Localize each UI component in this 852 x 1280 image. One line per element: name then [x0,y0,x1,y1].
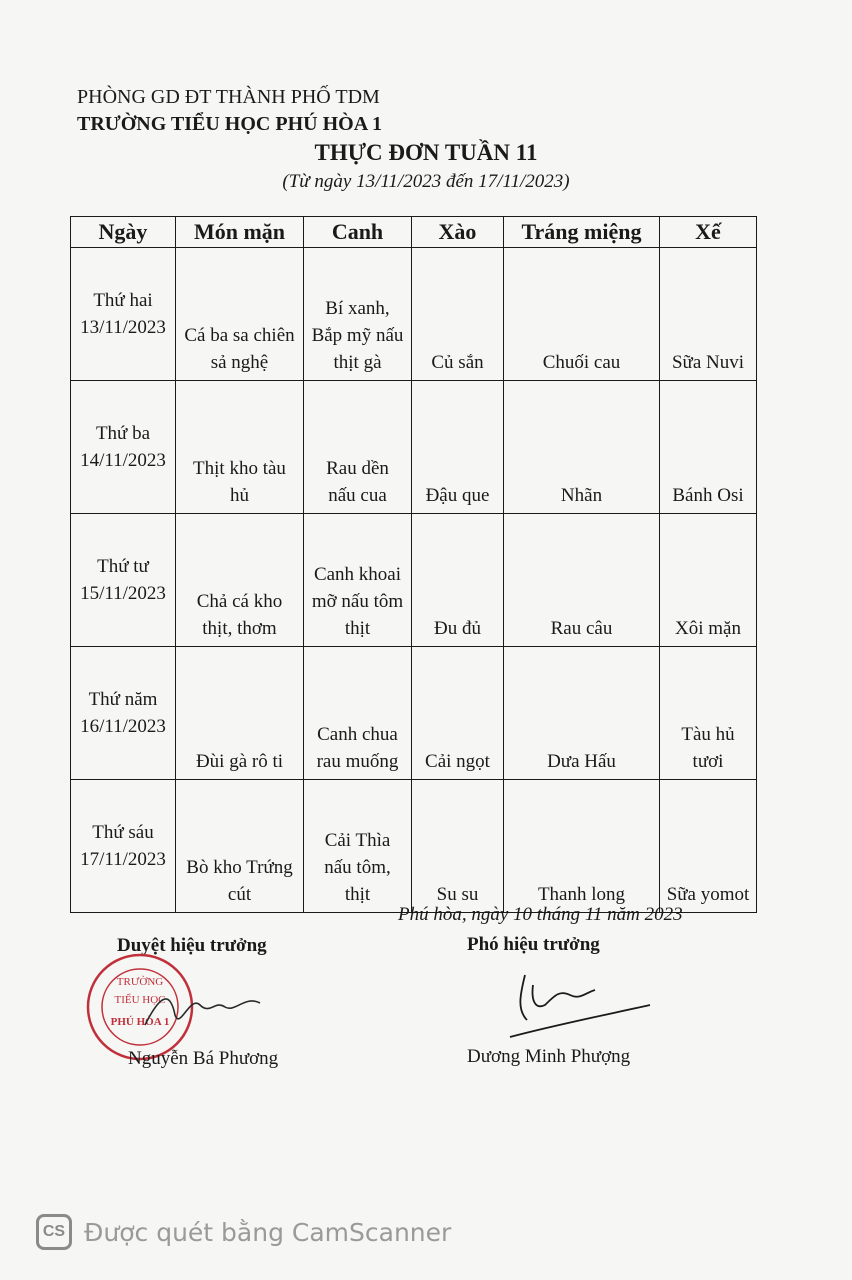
cell-line: thịt [344,618,371,639]
cell-stir-fry [412,248,504,381]
cell-stir-fry [412,514,504,647]
cell-snack [660,647,757,780]
svg-text:TIỂU HỌC: TIỂU HỌC [114,994,166,1006]
cell-line: Đùi gà rô ti [195,751,284,772]
cell-line: Cải Thìa [324,830,391,851]
cell-line: Cá ba sa chiên [184,325,295,346]
cell-line: Tàu hủ [681,724,735,745]
cell-day [71,647,176,780]
table-row [71,780,757,913]
cell-line: Thứ hai [93,290,153,311]
cell-line: 17/11/2023 [80,849,166,870]
principal-signature [140,985,270,1035]
cell-dessert [504,514,660,647]
cell-main-dish [176,647,304,780]
cell-line: Bí xanh, [325,298,390,319]
table-row [71,248,757,381]
cell-line: hủ [230,485,249,506]
cell-line: Canh chua [317,724,398,745]
cell-dessert [504,780,660,913]
cell-line: thịt gà [333,352,382,373]
school-name: TRƯỜNG TIỂU HỌC PHÚ HÒA 1 [77,113,383,135]
column-header-main-dish: Món mặn [176,217,304,248]
cell-snack [660,248,757,381]
cell-dessert [504,647,660,780]
cell-line: Thứ ba [95,423,151,444]
cell-main-dish [176,381,304,514]
cell-line: Thứ sáu [92,822,154,843]
cell-line: Su su [436,884,479,905]
cell-line: nấu tôm, [324,857,391,878]
column-header-stir-fry: Xào [412,217,504,248]
watermark-text: Được quét bằng CamScanner [84,1217,452,1247]
scanner-watermark [36,1212,451,1252]
cell-line: cút [227,884,252,905]
cell-line: Dưa Hấu [547,751,616,772]
cell-stir-fry [412,647,504,780]
column-header-dessert: Tráng miệng [504,217,660,248]
cell-line: 13/11/2023 [80,317,166,338]
column-header-snack: Xế [660,217,757,248]
vice-principal-title: Phó hiệu trưởng [467,934,600,955]
cell-soup [304,514,412,647]
cell-main-dish [176,248,304,381]
principal-name: Nguyễn Bá Phương [128,1048,279,1069]
table-header-row [71,217,757,248]
cell-stir-fry [412,381,504,514]
cell-line: Rau câu [550,618,613,639]
cell-line: Thanh long [537,884,626,905]
cell-line: Bò kho Trứng [186,857,293,878]
cell-line: Sữa yomot [666,884,750,905]
vice-principal-name: Dương Minh Phượng [467,1046,631,1067]
cell-line: Sữa Nuvi [671,352,745,373]
cell-line: sả nghệ [210,352,269,373]
cell-line: 15/11/2023 [80,583,166,604]
cell-soup [304,381,412,514]
cell-snack [660,780,757,913]
date-range: (Từ ngày 13/11/2023 đến 17/11/2023) [282,171,570,192]
cell-soup [304,647,412,780]
table-row [71,647,757,780]
cell-line: Bắp mỹ nấu [311,325,404,346]
menu-table [70,216,757,913]
cell-day [71,381,176,514]
cell-line: Đậu que [425,485,490,506]
cell-day [71,780,176,913]
cell-line: Xôi mặn [675,618,741,639]
cell-line: 14/11/2023 [80,450,166,471]
cell-dessert [504,248,660,381]
cell-line: Thịt kho tàu [193,458,286,479]
cell-line: Bánh Osi [672,485,744,506]
cell-main-dish [176,514,304,647]
cell-line: tươi [692,751,724,772]
svg-text:TRƯỜNG: TRƯỜNG [116,976,164,988]
page-title: THỰC ĐƠN TUẦN 11 [314,140,538,165]
cell-snack [660,381,757,514]
cell-day [71,514,176,647]
cell-line: thịt [344,884,371,905]
vice-principal-signature [505,965,655,1045]
cell-line: rau muống [316,751,399,772]
cell-line: thịt, thơm [202,618,277,639]
principal-approval-title: Duyệt hiệu trưởng [117,935,267,956]
cell-line: mỡ nấu tôm [311,591,404,612]
cell-line: Chả cá kho [196,591,283,612]
cell-day [71,248,176,381]
cell-line: Nhãn [560,485,603,506]
cell-main-dish [176,780,304,913]
cell-line: Thứ năm [88,689,158,710]
table-row [71,381,757,514]
cell-line: Chuối cau [542,352,621,373]
cell-soup [304,780,412,913]
cell-line: Canh khoai [313,564,402,585]
cell-line: nấu cua [328,485,387,506]
cell-line: Củ sắn [431,352,484,373]
column-header-soup: Canh [304,217,412,248]
cell-line: Cải ngọt [425,751,490,772]
cell-dessert [504,381,660,514]
table-row [71,514,757,647]
column-header-day: Ngày [71,217,176,248]
department-name: PHÒNG GD ĐT THÀNH PHỐ TDM [77,86,380,108]
signing-date: Phú hòa, ngày 10 tháng 11 năm 2023 [398,904,683,925]
cell-line: 16/11/2023 [80,716,166,737]
cell-line: Đu đủ [434,618,481,639]
cell-soup [304,248,412,381]
cell-line: Rau dền [326,458,389,479]
cell-snack [660,514,757,647]
svg-text:PHÚ HÒA 1: PHÚ HÒA 1 [110,1016,170,1028]
cell-stir-fry [412,780,504,913]
cell-line: Thứ tư [97,556,149,577]
camscanner-logo-icon: CS [36,1214,72,1250]
